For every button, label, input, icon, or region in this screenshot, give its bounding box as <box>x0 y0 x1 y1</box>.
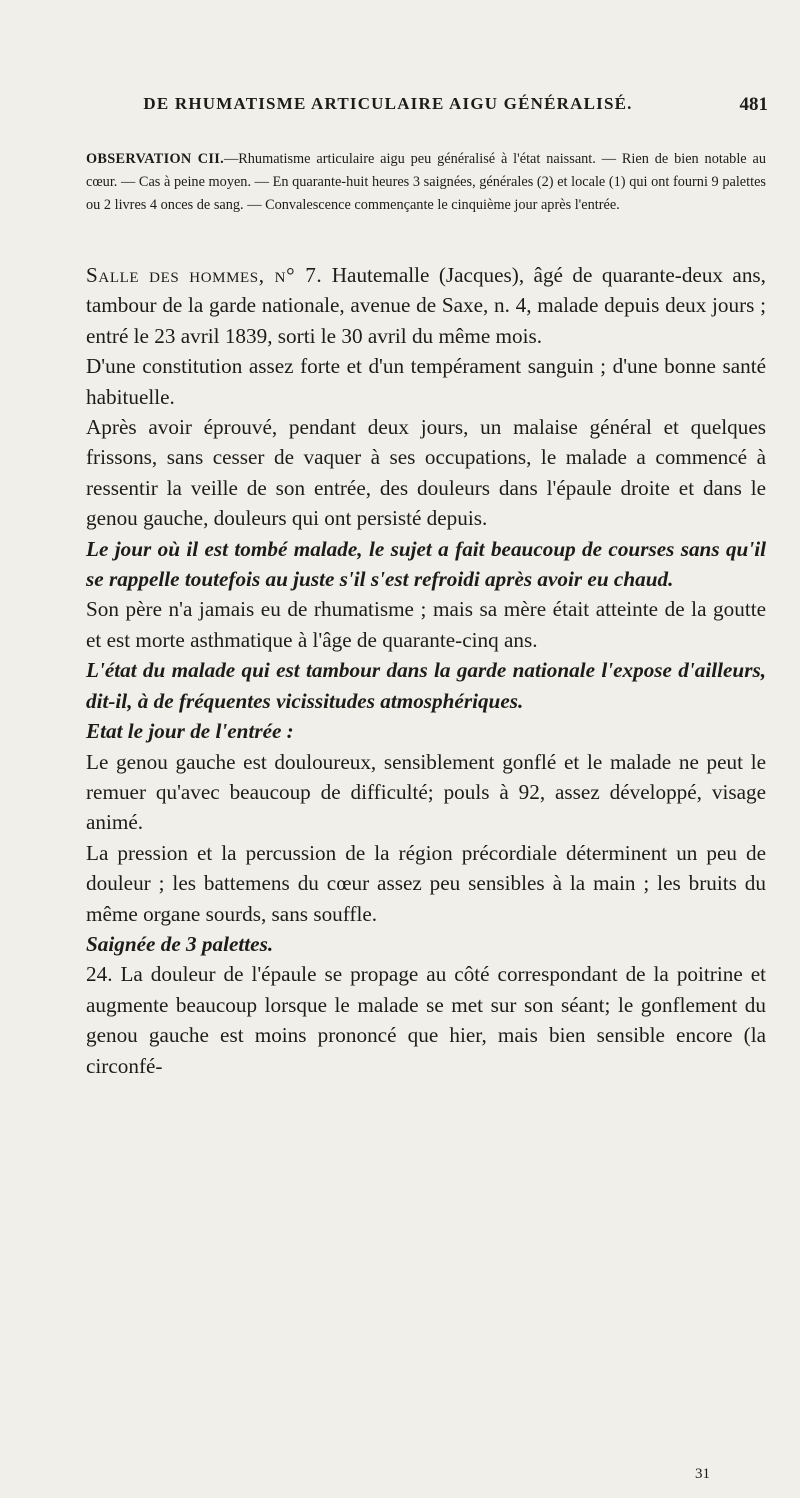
signature-number: 31 <box>695 1466 710 1482</box>
paragraph-text: La pression et la percussion de la région précordiale déterminent un peu de douleur ; les battemens du cœur assez peu sensibles à la main ; les bruits du même organe sourds, sans souffle. <box>86 840 766 926</box>
paragraph-text: 24. La douleur de l'épaule se propage au côté correspondant de la poitrine et augmente beaucoup lorsque le malade se met sur son séant; le gonflement du genou gauche est moins prononcé que hier, mais bien sensible encore (la circonfé- <box>86 962 766 1078</box>
paragraph-italic: Saignée de 3 palettes. <box>86 931 274 956</box>
observation-label: OBSERVATION CII. <box>86 151 224 167</box>
page-number: 481 <box>739 94 768 115</box>
paragraph <box>86 351 766 412</box>
paragraph-text: Hautemalle (Jacques), âgé de quarante-deux ans, tambour de la garde nationale, avenue de Saxe, n. 4, malade depuis deux jours ; entré le 23 avril 1839, sorti le 30 avril du même mois. <box>86 263 766 348</box>
paragraph <box>86 929 766 959</box>
paragraph-italic: Le jour où il est tombé malade, le sujet a fait beaucoup de courses sans qu'il se rappelle toutefois au juste s'il s'est refroidi après avoir eu chaud. <box>86 536 766 592</box>
paragraph <box>86 747 766 838</box>
paragraph-text: Son père n'a jamais eu de rhumatisme ; mais sa mère était atteinte de la goutte et est morte asthmatique à l'âge de quarante-cinq ans. <box>86 597 766 652</box>
running-title: DE RHUMATISME ARTICULAIRE AIGU GÉNÉRALISÉ. <box>143 94 633 113</box>
paragraph <box>86 534 766 595</box>
paragraph-italic: L'état du malade qui est tambour dans la garde nationale l'expose d'ailleurs, dit-il, à de fréquentes vicissitudes atmosphériques. <box>86 658 766 713</box>
paragraph <box>86 260 766 351</box>
paragraph <box>86 412 766 534</box>
paragraph-text: Après avoir éprouvé, pendant deux jours, un malaise général et quelques frissons, sans cesser de vaquer à ses occupations, le malade a commencé à ressentir la veille de son entrée, des douleurs dans l'épaule droite et dans le genou gauche, douleurs qui ont persisté depuis. <box>86 415 766 531</box>
paragraph-text: Le genou gauche est douloureux, sensiblement gonflé et le malade ne peut le remuer qu'avec beaucoup de difficulté; pouls à 92, assez développé, visage animé. <box>86 749 766 835</box>
paragraph <box>86 838 766 929</box>
paragraph <box>86 959 766 1081</box>
paragraph-italic: Etat le jour de l'entrée : <box>86 719 294 744</box>
observation-summary <box>86 148 766 217</box>
paragraph <box>86 655 766 716</box>
observation-summary-text: —Rhumatisme articulaire aigu peu généralisé à l'état naissant. — Rien de bien notable au cœur. — Cas à peine moyen. — En quarante-huit heures 3 saignées, générales (2) et locale (1) qui ont fourni 9 palettes ou 2 livres 4 onces de sang. — Convalescence commençante le cinquième jour après l'entrée. <box>86 151 766 213</box>
body-text <box>86 260 766 1081</box>
paragraph <box>86 716 766 746</box>
paragraph-text: D'une constitution assez forte et d'un tempérament sanguin ; d'une bonne santé habituelle. <box>86 354 766 409</box>
ward-lead: Salle des hommes, n° 7. <box>86 263 323 287</box>
running-head <box>88 94 768 122</box>
paragraph <box>86 594 766 655</box>
